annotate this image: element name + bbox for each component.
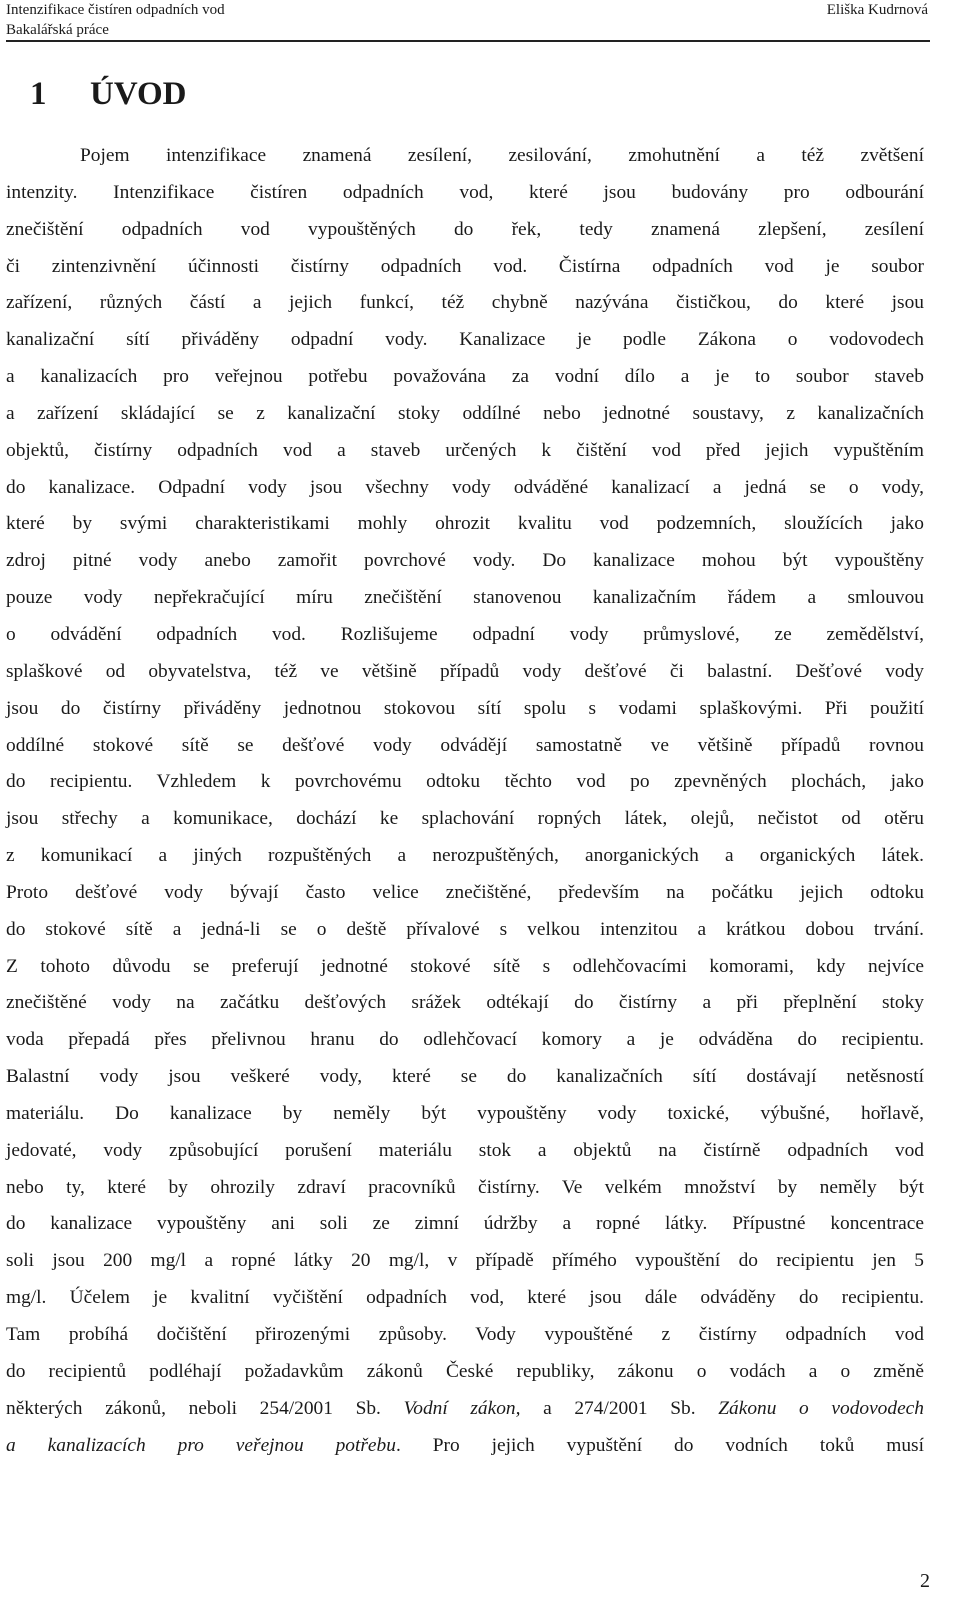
text-line: voda přepadá přes přelivnou hranu do odlehčovací komory a je odváděna do recipientu. — [6, 1029, 924, 1051]
text-line: znečištění odpadních vod vypouštěných do řek, tedy znamená zlepšení, zesílení — [6, 218, 924, 240]
text-line-mixed — [6, 1428, 924, 1465]
text-line: intenzity. Intenzifikace čistíren odpadních vod, které jsou budovány pro odbourání — [6, 181, 924, 203]
text-line: do recipientu. Vzhledem k povrchovému odtoku těchto vod po zpevněných plochách, jako — [6, 771, 924, 793]
text-line: zdroj pitné vody anebo zamořit povrchové vody. Do kanalizace mohou být vypouštěny — [6, 550, 924, 572]
text-line: nebo ty, které by ohrozily zdraví pracovníků čistírny. Ve velkém množství by neměly být — [6, 1176, 924, 1198]
line35-italic-b: Vodní zákon, — [403, 1397, 521, 1419]
text-line: či zintenzivnění účinnosti čistírny odpadních vod. Čistírna odpadních vod je soubor — [6, 255, 924, 277]
text-line: které by svými charakteristikami mohly ohrozit kvalitu vod podzemních, sloužících jako — [6, 513, 924, 535]
text-line: Z tohoto důvodu se preferují jednotné stokové sítě s odlehčovacími komorami, kdy nejvíce — [6, 955, 924, 977]
header-subtitle: Bakalářská práce — [6, 22, 109, 38]
text-line: Proto dešťové vody bývají často velice znečištěné, především na počátku jejich odtoku — [6, 881, 924, 903]
text-line: splaškové od obyvatelstva, též ve většině případů vody dešťové či balastní. Dešťové vody — [6, 660, 924, 682]
page-number: 2 — [920, 1570, 930, 1592]
line35-text-c: a 274/2001 Sb. — [520, 1397, 719, 1419]
text-line: Pojem intenzifikace znamená zesílení, zesilování, zmohutnění a též zvětšení — [80, 145, 924, 166]
line36-italic-a: a kanalizacích pro veřejnou potřebu — [6, 1434, 396, 1456]
text-line: do recipientů podléhají požadavkům zákonů České republiky, zákonu o vodách a o změně — [6, 1360, 924, 1382]
text-line: znečištěné vody na začátku dešťových srážek odtékají do čistírny a při přeplnění stoky — [6, 992, 924, 1014]
text-line: jedovaté, vody způsobující porušení materiálu stok a objektů na čistírně odpadních vod — [6, 1139, 924, 1161]
text-line: do kanalizace vypouštěny ani soli ze zimní údržby a ropné látky. Přípustné koncentrace — [6, 1213, 924, 1235]
text-line: a zařízení skládající se z kanalizační stoky oddílné nebo jednotné soustavy, z kanalizačních — [6, 402, 924, 424]
text-line: Tam probíhá dočištění přirozenými způsoby. Vody vypouštěné z čistírny odpadních vod — [6, 1324, 924, 1345]
header-author: Eliška Kudrnová — [826, 2, 928, 18]
text-line-mixed — [6, 1391, 924, 1428]
chapter-number: 1 — [30, 76, 47, 112]
chapter-title: ÚVOD — [90, 76, 187, 112]
line35-text-a: některých zákonů, neboli 254/2001 Sb. — [6, 1397, 404, 1419]
chapter-heading — [30, 72, 187, 116]
line36-text-b: . Pro jejich vypuštění do vodních toků musí — [395, 1434, 924, 1456]
text-line: pouze vody nepřekračující míru znečištění stanovenou kanalizačním řádem a smlouvou — [6, 587, 924, 609]
text-line: mg/l. Účelem je kvalitní vyčištění odpadních vod, které jsou dále odváděny do recipientu. — [6, 1287, 924, 1309]
text-line: soli jsou 200 mg/l a ropné látky 20 mg/l, v případě přímého vypouštění do recipientu jen 5 — [6, 1250, 924, 1272]
page-header — [6, 0, 930, 42]
text-line: objektů, čistírny odpadních vod a staveb určených k čištění vod před jejich vypuštěním — [6, 439, 924, 461]
text-line: kanalizační sítí přiváděny odpadní vody. Kanalizace je podle Zákona o vodovodech — [6, 329, 924, 351]
text-line: materiálu. Do kanalizace by neměly být vypouštěny vody toxické, výbušné, hořlavě, — [6, 1102, 924, 1124]
text-line: do stokové sítě a jedná-li se o deště přívalové s velkou intenzitou a krátkou dobou trvání. — [6, 918, 924, 940]
text-line: o odvádění odpadních vod. Rozlišujeme odpadní vody průmyslové, ze zemědělství, — [6, 623, 924, 645]
header-title: Intenzifikace čistíren odpadních vod — [6, 2, 225, 18]
text-line: Balastní vody jsou veškeré vody, které se do kanalizačních sítí dostávají netěsností — [6, 1066, 924, 1088]
text-line: a kanalizacích pro veřejnou potřebu považována za vodní dílo a je to soubor staveb — [6, 366, 924, 388]
body-text — [6, 138, 924, 1464]
text-line: jsou střechy a komunikace, dochází ke splachování ropných látek, olejů, nečistot od otěru — [6, 808, 924, 830]
text-line: jsou do čistírny přiváděny jednotnou stokovou sítí spolu s vodami splaškovými. Při použití — [6, 697, 924, 719]
text-line: oddílné stokové sítě se dešťové vody odvádějí samostatně ve většině případů rovnou — [6, 734, 924, 756]
text-line: zařízení, různých částí a jejich funkcí, též chybně nazývána čističkou, do které jsou — [6, 292, 924, 314]
header-left — [6, 0, 225, 40]
text-line: do kanalizace. Odpadní vody jsou všechny vody odváděné kanalizací a jedná se o vody, — [6, 476, 924, 498]
line35-italic-d: Zákonu o vodovodech — [718, 1397, 924, 1419]
text-line: z komunikací a jiných rozpuštěných a nerozpuštěných, anorganických a organických látek. — [6, 845, 924, 867]
